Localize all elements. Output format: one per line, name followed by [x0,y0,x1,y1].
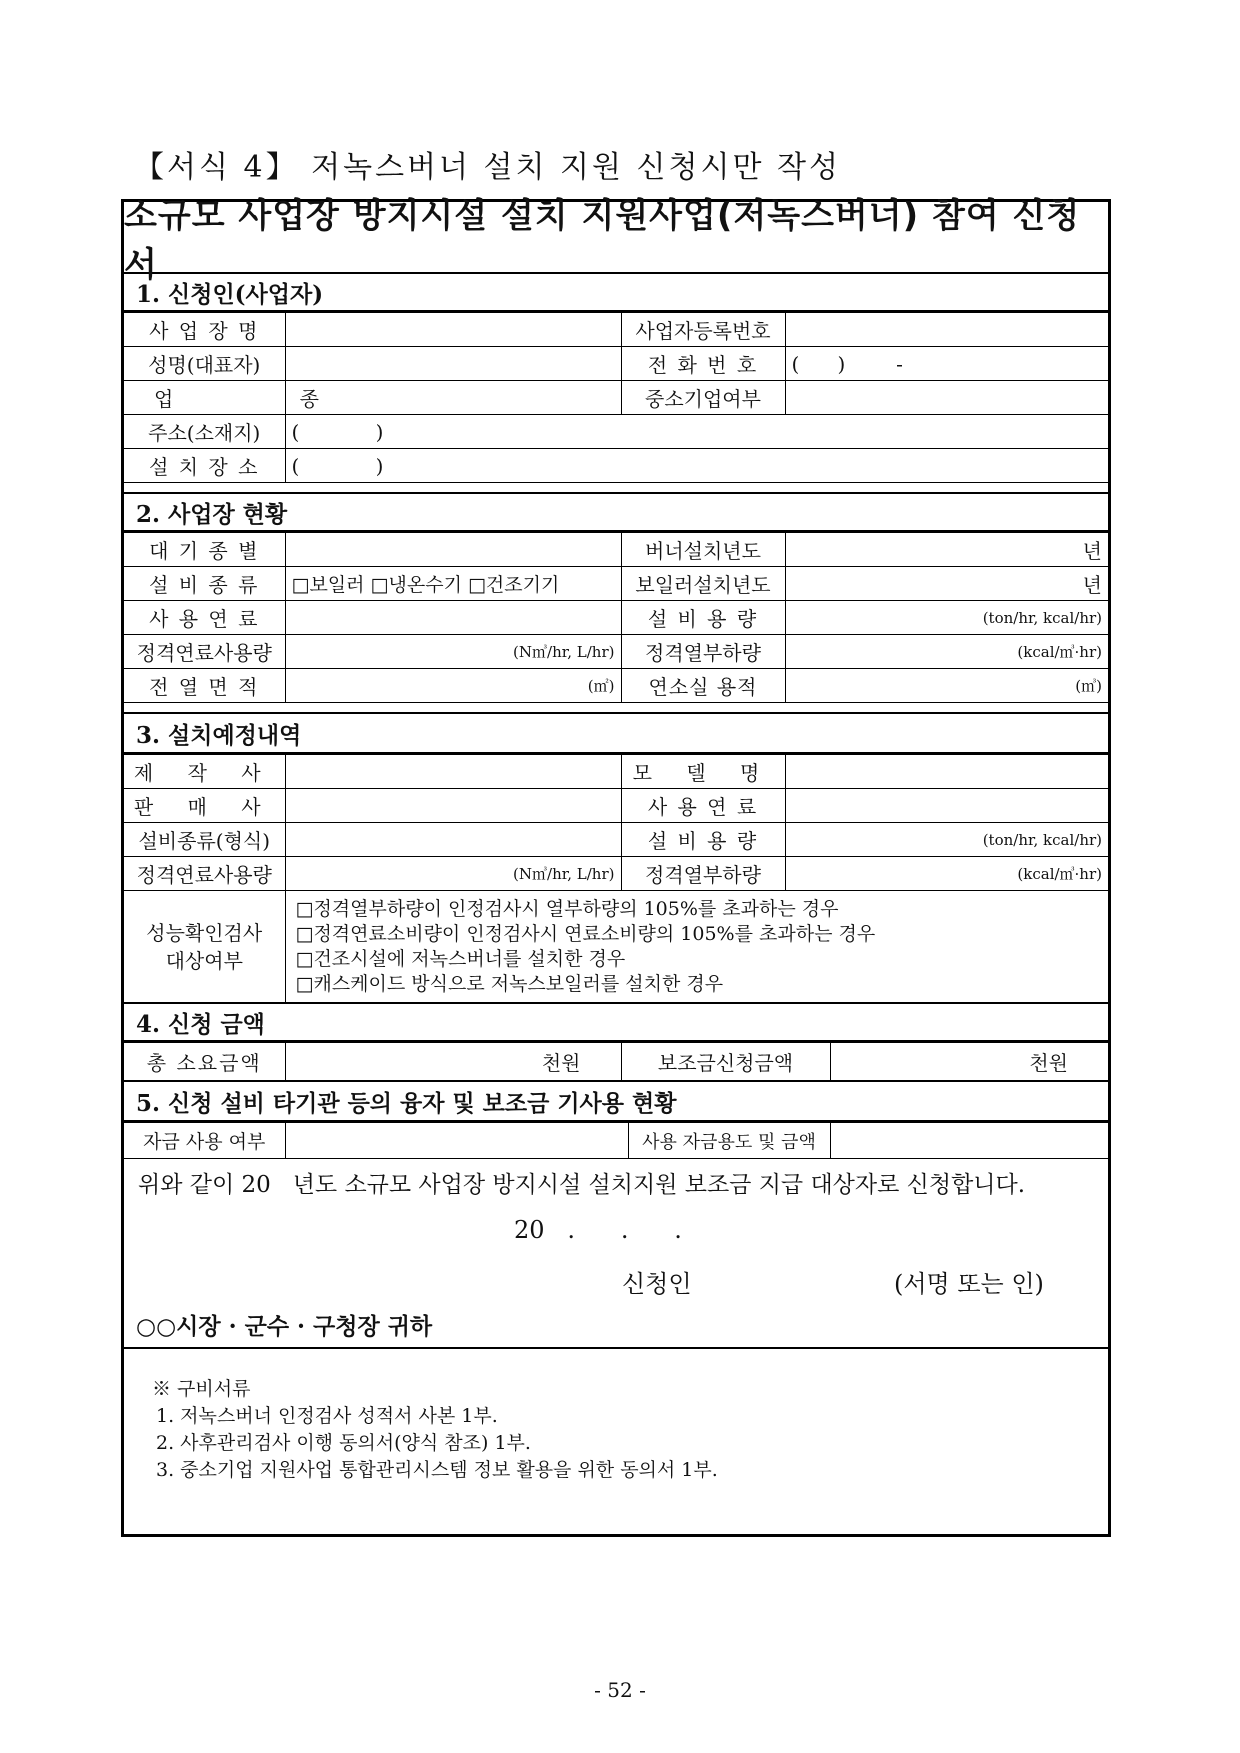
seller-field[interactable] [285,789,621,823]
plan-rated-heat-field[interactable]: (kcal/㎥·hr) [785,857,1108,891]
sme-label: 중소기업여부 [621,381,785,415]
reg-no-label: 사업자등록번호 [621,313,785,347]
phone-label: 전 화 번 호 [621,347,785,381]
fund-usage-field[interactable] [830,1123,1108,1159]
plan-table [124,754,1108,1003]
reg-no-field[interactable] [785,313,1108,347]
air-class-label: 대 기 종 별 [124,533,285,567]
heat-area-label: 전 열 면 적 [124,669,285,703]
install-site-label: 설 치 장 소 [124,449,285,483]
document-item: 2. 사후관리검사 이행 동의서(양식 참조) 1부. [156,1432,531,1454]
fund-used-field[interactable] [285,1123,628,1159]
industry-label: 업 종 [124,381,285,415]
burner-year-label: 버너설치년도 [621,533,785,567]
perf-check-option[interactable]: □건조시설에 저녹스버너를 설치한 경우 [295,947,626,970]
plan-rated-heat-label: 정격열부하량 [621,857,785,891]
perf-check-label-line2: 대상여부 [165,948,243,973]
application-form [121,196,1111,1537]
perf-check-option[interactable]: □정격열부하량이 인정검사시 열부하량의 105%를 초과하는 경우 [295,897,839,920]
subsidy-amount-field[interactable]: 천원 [830,1043,1108,1081]
rated-heat-field[interactable]: (kcal/㎥·hr) [785,635,1108,669]
section-1-header: 1. 신청인(사업자) [124,274,1108,312]
fuel-field[interactable] [285,601,621,635]
perf-check-label-line1: 성능확인검사 [146,920,263,945]
fund-used-label: 자금 사용 여부 [124,1123,285,1159]
model-field[interactable] [785,755,1108,789]
page-number: - 52 - [594,1678,646,1702]
fund-usage-label: 사용 자금용도 및 금액 [628,1123,830,1159]
furnace-vol-label: 연소실 용적 [621,669,785,703]
document-item: 3. 중소기업 지원사업 통합관리시스템 정보 활용을 위한 동의서 1부. [156,1459,718,1481]
air-class-field[interactable] [285,533,621,567]
section-3-header: 3. 설치예정내역 [124,712,1108,754]
recipient: ○○시장 · 군수 · 구청장 귀하 [136,1313,433,1340]
perf-check-options [285,891,1108,1003]
applicant-label: 신청인 [622,1270,692,1298]
model-label: 모 델 명 [621,755,785,789]
documents-header: ※ 구비서류 [152,1378,251,1400]
install-site-field[interactable]: ( ) [285,449,1108,483]
required-documents [152,1376,718,1484]
rated-fuel-label: 정격연료사용량 [124,635,285,669]
amount-table [124,1042,1108,1081]
capacity-label: 설 비 용 량 [621,601,785,635]
furnace-vol-field[interactable]: (㎥) [785,669,1108,703]
boiler-year-field[interactable]: 년 [785,567,1108,601]
burner-year-field[interactable]: 년 [785,533,1108,567]
application-statement: 위와 같이 20 년도 소규모 사업장 방지시설 설치지원 보조금 지급 대상자로 신청합니다. [138,1172,1026,1198]
application-date: 20 . . . [514,1216,682,1244]
rated-heat-label: 정격열부하량 [621,635,785,669]
business-name-label: 사 업 장 명 [124,313,285,347]
prior-support-table [124,1122,1108,1159]
fuel-label: 사 용 연 료 [124,601,285,635]
address-label: 주소(소재지) [124,415,285,449]
plan-rated-fuel-label: 정격연료사용량 [124,857,285,891]
address-field[interactable]: ( ) [285,415,1108,449]
section-5-header: 5. 신청 설비 타기관 등의 융자 및 보조금 기사용 현황 [124,1080,1108,1122]
equip-type-label: 설 비 종 류 [124,567,285,601]
form-title: 소규모 사업장 방지시설 설치 지원사업(저녹스버너) 참여 신청서 [124,202,1108,274]
status-table [124,532,1108,703]
plan-fuel-field[interactable] [785,789,1108,823]
plan-equip-type-label: 설비종류(형식) [124,823,285,857]
perf-check-label [124,891,285,1003]
rated-fuel-field[interactable]: (N㎥/hr, L/hr) [285,635,621,669]
total-amount-field[interactable]: 천원 [285,1043,621,1081]
signature-label: (서명 또는 인) [894,1270,1044,1298]
section-4-header: 4. 신청 금액 [124,1002,1108,1042]
sme-field[interactable] [785,381,1108,415]
form-label: 【서식 4】 저녹스버너 설치 지원 신청시만 작성 [134,150,841,185]
maker-label: 제 작 사 [124,755,285,789]
document-item: 1. 저녹스버너 인정검사 성적서 사본 1부. [156,1405,498,1427]
plan-capacity-label: 설 비 용 량 [621,823,785,857]
rep-name-field[interactable] [285,347,621,381]
plan-capacity-field[interactable]: (ton/hr, kcal/hr) [785,823,1108,857]
perf-check-option[interactable]: □정격연료소비량이 인정검사시 연료소비량의 105%를 초과하는 경우 [295,922,876,945]
capacity-field[interactable]: (ton/hr, kcal/hr) [785,601,1108,635]
plan-rated-fuel-field[interactable]: (N㎥/hr, L/hr) [285,857,621,891]
phone-field[interactable]: ( ) - [785,347,1108,381]
boiler-year-label: 보일러설치년도 [621,567,785,601]
plan-fuel-label: 사 용 연 료 [621,789,785,823]
perf-check-option[interactable]: □캐스케이드 방식으로 저녹스보일러를 설치한 경우 [295,972,724,995]
equip-type-checkboxes[interactable]: □보일러 □냉온수기 □건조기기 [285,567,621,601]
rep-name-label: 성명(대표자) [124,347,285,381]
business-name-field[interactable] [285,313,621,347]
applicant-table [124,312,1108,483]
total-amount-label: 총 소요금액 [124,1043,285,1081]
seller-label: 판 매 사 [124,789,285,823]
subsidy-amount-label: 보조금신청금액 [621,1043,830,1081]
heat-area-field[interactable]: (㎡) [285,669,621,703]
section-2-header: 2. 사업장 현황 [124,492,1108,532]
plan-equip-type-field[interactable] [285,823,621,857]
divider [124,1347,1108,1349]
maker-field[interactable] [285,755,621,789]
